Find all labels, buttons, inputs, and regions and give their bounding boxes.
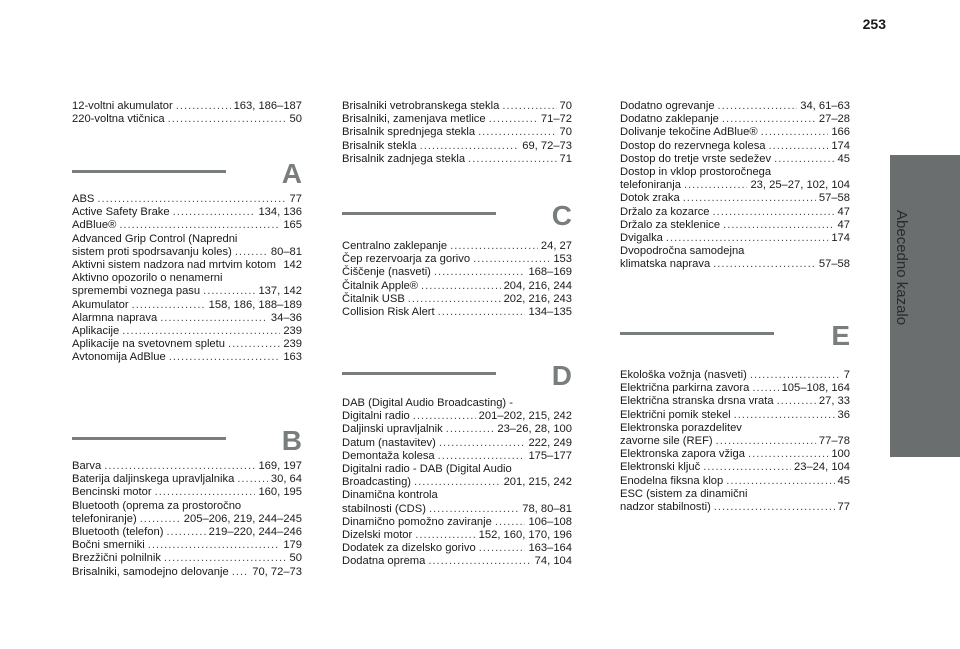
index-entry-pages: 239 — [283, 338, 302, 351]
index-entry-pages: 163, 186–187 — [233, 100, 302, 112]
index-entry-term: Brisalnik stekla — [342, 139, 417, 152]
index-entry-pages: 7 — [843, 369, 850, 381]
dot-leader — [279, 259, 280, 272]
index-entry-term: klimatska naprava — [620, 258, 711, 271]
index-entry-pages: 134, 136 — [258, 206, 302, 219]
index-entry-pages: 205–206, 219, 244–245 — [183, 512, 302, 525]
index-entry-term: Čitalnik USB — [342, 292, 405, 305]
dot-leader — [160, 312, 268, 325]
index-entry-term: Dodatno zaklepanje — [620, 113, 719, 126]
index-entry-term: Bočni smerniki — [72, 539, 145, 552]
index-entry — [72, 325, 302, 338]
index-entry-term: Čiščenje (nasveti) — [342, 266, 431, 279]
index-column-1 — [72, 100, 302, 126]
dot-leader — [468, 153, 556, 166]
section-letter: D — [551, 360, 572, 391]
index-entry-pages: 80–81 — [270, 245, 302, 258]
index-entry-term: Daljinski upravljalnik — [342, 423, 443, 436]
index-entry-term: Dostop do rezervnega kolesa — [620, 139, 766, 152]
index-entry-term: Dinamično pomožno zaviranje — [342, 515, 492, 528]
index-entry-pages: 45 — [837, 152, 850, 165]
index-entry-pages: 158, 186, 188–189 — [208, 298, 302, 311]
index-entry-term: Enodelna fiksna klop — [620, 474, 724, 487]
index-entry — [342, 100, 572, 113]
index-entry-pages: 27–28 — [818, 113, 850, 126]
dot-leader — [173, 206, 256, 219]
index-entry — [620, 422, 850, 448]
index-entry-term: zavorne sile (REF) — [620, 435, 713, 448]
dot-leader — [713, 206, 835, 219]
index-entry — [620, 166, 850, 192]
dot-leader — [446, 423, 495, 436]
dot-leader — [122, 325, 280, 338]
dot-leader — [769, 140, 829, 153]
dot-leader — [104, 460, 255, 473]
index-entry-pages: 169, 197 — [258, 460, 302, 472]
index-entry — [72, 312, 302, 325]
index-entry-pages: 222, 249 — [528, 436, 572, 449]
index-entry-pages: 23, 25–27, 102, 104 — [750, 179, 850, 192]
dot-leader — [450, 240, 538, 253]
index-entry-term: Čep rezervoarja za gorivo — [342, 253, 471, 266]
dot-leader — [713, 258, 816, 271]
index-entry-term: Demontaža kolesa — [342, 449, 435, 462]
index-entry — [342, 516, 572, 529]
index-entry — [342, 140, 572, 153]
index-entry-pages: 142 — [283, 259, 302, 272]
index-entry — [342, 555, 572, 568]
index-entry-term: Brisalniki vetrobranskega stekla — [342, 100, 500, 112]
index-entry-term: Bencinski motor — [72, 486, 152, 499]
section-letter: B — [281, 425, 302, 456]
index-entry — [342, 113, 572, 126]
index-section-d — [342, 397, 572, 569]
index-entry-term: Akumulator — [72, 298, 129, 311]
dot-leader — [235, 246, 268, 259]
index-entry — [342, 489, 572, 515]
index-entry-pages: 137, 142 — [258, 285, 302, 298]
index-entry — [72, 460, 302, 473]
index-entry — [72, 486, 302, 499]
dot-leader — [750, 369, 841, 382]
index-entry-term: 220-voltna vtičnica — [72, 113, 165, 126]
index-entry-term: Dodatek za dizelsko gorivo — [342, 542, 476, 555]
index-entry-term: ESC (sistem za dinamični — [620, 487, 748, 500]
index-entry-pages: 201, 215, 242 — [503, 476, 572, 489]
index-entry — [72, 233, 302, 259]
dot-leader — [726, 475, 834, 488]
index-entry-term: Barva — [72, 460, 102, 472]
section-divider — [620, 332, 774, 335]
index-entry — [72, 500, 302, 526]
index-entry — [72, 526, 302, 539]
dot-leader — [683, 192, 816, 205]
index-entry-pages: 152, 160, 170, 196 — [478, 529, 572, 542]
index-entry-pages: 45 — [837, 474, 850, 487]
index-entry-pages: 34, 61–63 — [800, 100, 850, 112]
dot-leader — [438, 450, 526, 463]
dot-leader — [438, 306, 526, 319]
dot-leader — [774, 153, 834, 166]
index-entry-pages: 201–202, 215, 242 — [478, 410, 572, 423]
index-entry-term: nadzor stabilnosti) — [620, 501, 711, 514]
index-entry-pages: 174 — [831, 139, 850, 152]
index-entry-term: Elektronska zapora vžiga — [620, 448, 745, 461]
dot-leader — [140, 513, 181, 526]
index-entry-pages: 106–108 — [528, 515, 572, 528]
dot-leader — [414, 476, 501, 489]
dot-leader — [169, 351, 281, 364]
index-entry — [72, 338, 302, 351]
index-entry-pages: 57–58 — [818, 192, 850, 205]
index-entry-term: Brisalnik sprednjega stekla — [342, 126, 476, 139]
index-entry — [620, 232, 850, 245]
index-entry — [72, 299, 302, 312]
index-entry-term: Brezžični polnilnik — [72, 552, 161, 565]
index-entry-term: Aplikacije na svetovnem spletu — [72, 338, 225, 351]
index-entry-pages: 77–78 — [818, 435, 850, 448]
index-entry-term: Dostop do tretje vrste sedežev — [620, 152, 772, 165]
index-entry — [342, 293, 572, 306]
index-entry-pages: 78, 80–81 — [522, 502, 572, 515]
index-entry-term: Broadcasting) — [342, 476, 412, 489]
index-entry — [342, 542, 572, 555]
index-entry-pages: 47 — [837, 205, 850, 218]
section-letter: A — [281, 158, 302, 189]
index-entry-pages: 30, 64 — [270, 473, 302, 486]
index-entry-pages: 34–36 — [270, 311, 302, 324]
index-entry — [72, 351, 302, 364]
dot-leader — [734, 409, 835, 422]
dot-leader — [155, 486, 256, 499]
index-entry-pages: 165 — [283, 219, 302, 232]
index-entry-term: AdBlue® — [72, 219, 117, 232]
index-entry-pages: 100 — [831, 448, 850, 461]
section-divider — [72, 170, 226, 173]
index-entry — [620, 219, 850, 232]
index-section-b — [72, 460, 302, 579]
index-entry-term: Collision Risk Alert — [342, 306, 435, 319]
index-entry — [342, 253, 572, 266]
dot-leader — [421, 280, 501, 293]
index-entry — [620, 409, 850, 422]
dot-leader — [168, 113, 287, 126]
index-entry-pages: 50 — [289, 113, 302, 126]
index-entry — [620, 369, 850, 382]
section-header-d — [342, 360, 572, 392]
index-entry-pages: 134–135 — [528, 306, 572, 319]
index-entry — [342, 397, 572, 423]
index-entry — [342, 306, 572, 319]
index-entry-term: Datum (nastavitev) — [342, 436, 436, 449]
dot-leader — [415, 529, 475, 542]
index-entry-pages: 36 — [837, 408, 850, 421]
index-entry-pages: 71–72 — [540, 113, 572, 126]
index-entry-pages: 70 — [559, 126, 572, 139]
index-entry-pages: 160, 195 — [258, 486, 302, 499]
dot-leader — [723, 219, 834, 232]
dot-leader — [666, 232, 828, 245]
dot-leader — [420, 140, 520, 153]
dot-leader — [714, 501, 835, 514]
section-divider — [342, 212, 496, 215]
section-letter: E — [831, 320, 850, 351]
index-entry-term: Električna stranska drsna vrata — [620, 395, 774, 408]
dot-leader — [232, 566, 250, 579]
index-entry — [72, 552, 302, 565]
dot-leader — [495, 516, 526, 529]
index-column-3 — [620, 100, 850, 272]
index-entry-pages: 105–108, 164 — [781, 382, 850, 395]
index-entry-pages: 179 — [283, 539, 302, 552]
dot-leader — [716, 435, 816, 448]
index-entry-term: spremembi voznega pasu — [72, 285, 201, 298]
dot-leader — [228, 338, 280, 351]
index-entry-term: Dotok zraka — [620, 192, 680, 205]
index-entry — [342, 423, 572, 436]
index-entry-term: telefoniranja — [620, 179, 681, 192]
section-header-b — [72, 425, 302, 457]
index-entry — [620, 475, 850, 488]
index-entry-term: Bluetooth (telefon) — [72, 526, 164, 539]
index-entry — [342, 126, 572, 139]
index-entry-term: 12-voltni akumulator — [72, 100, 173, 112]
index-entry — [620, 488, 850, 514]
index-entry-pages: 70, 72–73 — [252, 565, 302, 578]
index-entry-term: Dinamična kontrola — [342, 489, 438, 502]
section-header-a — [72, 158, 302, 190]
dot-leader — [237, 473, 268, 486]
index-entry-term: Digitalni radio — [342, 410, 410, 423]
dot-leader — [748, 448, 828, 461]
index-entry — [620, 192, 850, 205]
dot-leader — [164, 552, 287, 565]
index-entry-term: sistem proti spodrsavanju koles) — [72, 245, 232, 258]
index-entry — [72, 206, 302, 219]
index-entry-pages: 77 — [837, 501, 850, 514]
side-tab-text: Abecedno kazalo — [893, 210, 910, 326]
index-entry-term: Aplikacije — [72, 325, 120, 338]
index-entry-pages: 219–220, 244–246 — [208, 526, 302, 539]
index-entry-pages: 23–26, 28, 100 — [497, 423, 572, 436]
index-entry-term: Baterija daljinskega upravljalnika — [72, 473, 235, 486]
dot-leader — [479, 542, 526, 555]
index-entry-term: Dvigalka — [620, 232, 663, 245]
index-column-2 — [342, 100, 572, 166]
index-entry — [620, 113, 850, 126]
index-entry-pages: 77 — [289, 193, 302, 205]
index-entry-term: Alarmna naprava — [72, 311, 158, 324]
index-entry — [342, 463, 572, 489]
dot-leader — [428, 555, 531, 568]
section-letter: C — [551, 200, 572, 231]
index-entry — [620, 382, 850, 395]
index-entry-term: Električna parkirna zavora — [620, 382, 750, 395]
index-entry — [72, 219, 302, 232]
index-entry-pages: 202, 216, 243 — [503, 292, 572, 305]
dot-leader — [478, 126, 556, 139]
index-entry-term: Elektronska porazdelitev — [620, 421, 742, 434]
index-entry-pages: 24, 27 — [540, 240, 572, 252]
section-header-e — [620, 320, 850, 352]
side-tab-label — [892, 210, 916, 330]
index-entry-pages: 47 — [837, 218, 850, 231]
index-entry — [620, 126, 850, 139]
index-entry-pages: 166 — [831, 126, 850, 139]
index-entry-pages: 74, 104 — [534, 555, 572, 568]
index-entry-term: Aktivni sistem nadzora nad mrtvim kotom — [72, 259, 276, 272]
index-entry — [620, 140, 850, 153]
dot-leader — [148, 539, 281, 552]
dot-leader — [703, 461, 791, 474]
dot-leader — [176, 100, 231, 113]
index-entry-term: Čitalnik Apple® — [342, 279, 419, 292]
index-entry — [342, 529, 572, 542]
index-entry-term: Brisalnik zadnjega stekla — [342, 152, 466, 165]
index-entry — [72, 193, 302, 206]
index-entry-term: Držalo za kozarce — [620, 205, 710, 218]
dot-leader — [166, 526, 205, 539]
index-entry — [620, 206, 850, 219]
index-section-c — [342, 240, 572, 319]
index-entry — [342, 266, 572, 279]
dot-leader — [684, 179, 748, 192]
index-entry — [620, 395, 850, 408]
index-section-a — [72, 193, 302, 365]
index-entry-pages: 168–169 — [528, 266, 572, 279]
index-entry-pages: 163 — [283, 351, 302, 364]
page-number: 253 — [862, 16, 886, 32]
index-entry-pages: 27, 33 — [818, 395, 850, 408]
dot-leader — [434, 266, 526, 279]
dot-leader — [439, 437, 526, 450]
dot-leader — [413, 410, 476, 423]
index-entry-pages: 163–164 — [528, 542, 572, 555]
index-entry-term: DAB (Digital Audio Broadcasting) - — [342, 397, 513, 409]
index-entry-term: Avtonomija AdBlue — [72, 351, 166, 364]
index-entry-pages: 70 — [559, 100, 572, 112]
index-entry-pages: 239 — [283, 325, 302, 338]
index-entry-pages: 71 — [559, 152, 572, 165]
index-entry-term: Električni pomik stekel — [620, 408, 731, 421]
index-entry — [72, 473, 302, 486]
dot-leader — [408, 293, 501, 306]
dot-leader — [203, 285, 255, 298]
index-entry-term: Dolivanje tekočine AdBlue® — [620, 126, 758, 139]
index-entry-term: Brisalniki, zamenjava metlice — [342, 113, 486, 126]
index-entry-term: Držalo za steklenice — [620, 218, 721, 231]
index-entry — [620, 461, 850, 474]
index-entry-term: Aktivno opozorilo o nenamerni — [72, 272, 223, 285]
index-entry-term: telefoniranje) — [72, 512, 137, 525]
dot-leader — [473, 253, 550, 266]
dot-leader — [119, 219, 280, 232]
index-entry-term: ABS — [72, 193, 95, 205]
index-entry-term: Dodatno ogrevanje — [620, 100, 715, 112]
index-entry-pages: 204, 216, 244 — [503, 279, 572, 292]
index-entry — [72, 566, 302, 579]
index-entry-pages: 174 — [831, 232, 850, 245]
section-divider — [342, 372, 496, 375]
dot-leader — [502, 100, 556, 113]
index-entry — [72, 539, 302, 552]
index-entry — [620, 448, 850, 461]
index-entry — [620, 153, 850, 166]
index-entry-pages: 69, 72–73 — [522, 139, 572, 152]
section-divider — [72, 437, 226, 440]
index-entry-term: Bluetooth (oprema za prostoročno — [72, 499, 242, 512]
index-entry-term: stabilnosti (CDS) — [342, 502, 426, 515]
index-entry-term: Active Safety Brake — [72, 206, 170, 219]
index-entry — [342, 450, 572, 463]
index-entry-pages: 23–24, 104 — [794, 461, 850, 474]
index-entry-term: Digitalni radio - DAB (Digital Audio — [342, 463, 512, 476]
dot-leader — [718, 100, 798, 113]
index-entry-term: Dodatna oprema — [342, 555, 426, 568]
index-entry-pages: 50 — [289, 552, 302, 565]
index-entry-term: Centralno zaklepanje — [342, 240, 448, 252]
index-entry-term: Ekološka vožnja (nasveti) — [620, 369, 747, 381]
dot-leader — [752, 382, 778, 395]
dot-leader — [489, 113, 538, 126]
index-entry — [72, 113, 302, 126]
dot-leader — [429, 503, 519, 516]
dot-leader — [777, 395, 816, 408]
dot-leader — [97, 193, 286, 206]
index-entry-term: Elektronski ključ — [620, 461, 701, 474]
index-entry-term: Dostop in vklop prostoročnega — [620, 166, 772, 179]
index-entry — [620, 245, 850, 271]
index-entry — [72, 272, 302, 298]
index-entry-pages: 175–177 — [528, 449, 572, 462]
index-entry — [342, 240, 572, 253]
index-entry-pages: 153 — [553, 253, 572, 266]
index-entry-pages: 57–58 — [818, 258, 850, 271]
index-entry — [72, 100, 302, 113]
index-entry — [342, 437, 572, 450]
dot-leader — [132, 299, 206, 312]
index-entry-term: Brisalniki, samodejno delovanje — [72, 565, 229, 578]
index-entry-term: Dvopodročna samodejna — [620, 245, 745, 258]
dot-leader — [722, 113, 816, 126]
section-header-c — [342, 200, 572, 232]
index-entry — [342, 280, 572, 293]
index-entry-term: Dizelski motor — [342, 529, 413, 542]
index-entry — [342, 153, 572, 166]
dot-leader — [761, 126, 829, 139]
index-section-e — [620, 369, 850, 514]
index-entry — [620, 100, 850, 113]
index-entry — [72, 259, 302, 272]
index-entry-term: Advanced Grip Control (Napredni — [72, 232, 238, 245]
